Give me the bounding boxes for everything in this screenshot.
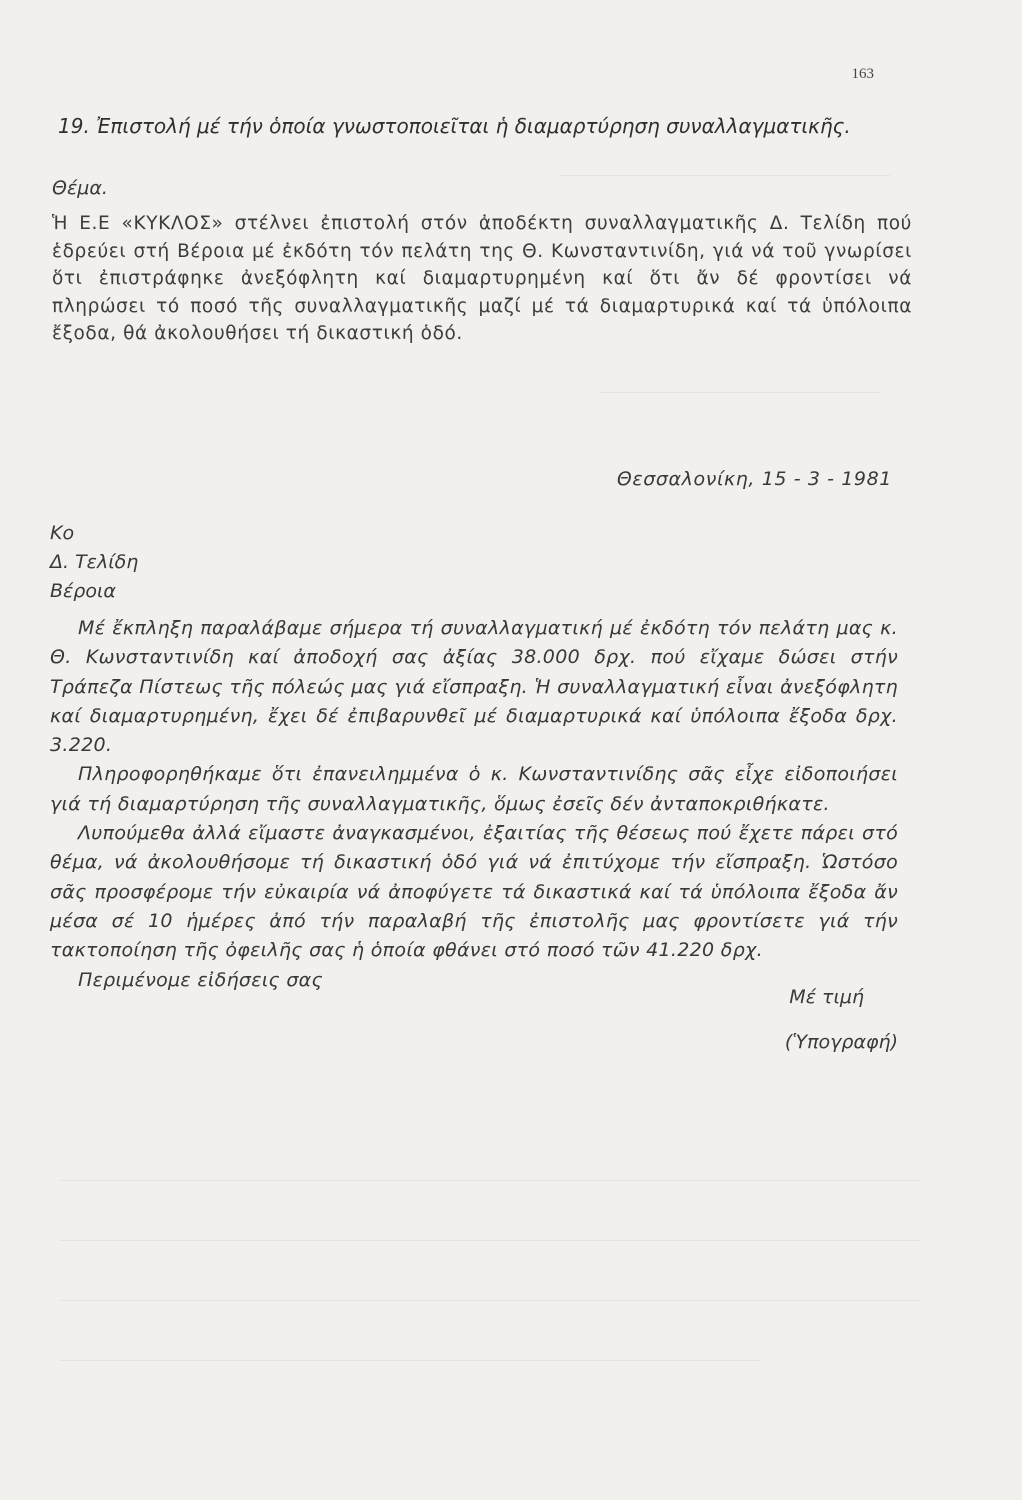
salutation: Κο bbox=[50, 522, 75, 544]
recipient-city: Βέροια bbox=[50, 580, 116, 602]
letter-body bbox=[50, 614, 898, 995]
page-number: 163 bbox=[851, 66, 874, 82]
show-through-line bbox=[60, 1300, 920, 1301]
subject-text: Ἡ Ε.Ε «ΚΥΚΛΟΣ» στέλνει ἐπιστολή στόν ἀποδέκτη συναλλαγματικῆς Δ. Τελίδη πού ἑδρεύει στή Βέροια μέ ἐκδότη τόν πελάτη της Θ. Κωνσταντινίδη, γιά νά τοῦ γνωρίσει ὅτι ἐπιστράφηκε ἀνεξόφλητη καί διαμαρτυρημένη καί ὅτι ἄν δέ φροντίσει νά πληρώσει τό ποσό τῆς συναλλαγματικῆς μαζί μέ τά διαμαρτυρικά καί τά ὑπόλοιπα ἔξοδα, θά ἀκολουθήσει τή δικαστική ὁδό. bbox=[52, 213, 912, 344]
letter-paragraph: Λυπούμεθα ἀλλά εἴμαστε ἀναγκασμένοι, ἐξαιτίας τῆς θέσεως πού ἔχετε πάρει στό θέμα, νά ἀκολουθήσομε τή δικαστική ὁδό γιά νά ἐπιτύχομε τήν εἴσπραξη. Ὡστόσο σᾶς προσφέρομε τήν εὐκαιρία νά ἀποφύγετε τά δικαστικά καί τά ὑπόλοιπα ἔξοδα ἄν μέσα σέ 10 ἡμέρες ἀπό τήν παραλαβή τῆς ἐπιστολῆς μας φροντίσετε γιά τήν τακτοποίηση τῆς ὀφειλῆς σας ἡ ὁποία φθάνει στό ποσό τῶν 41.220 δρχ. bbox=[50, 822, 898, 962]
show-through-line bbox=[60, 1360, 760, 1361]
closing: Μέ τιμή bbox=[789, 986, 864, 1008]
letter-paragraph: Περιμένομε εἰδήσεις σας bbox=[78, 968, 323, 991]
letter-paragraph: Πληροφορηθήκαμε ὅτι ἐπανειλημμένα ὁ κ. Κωνσταντινίδης σᾶς εἶχε εἰδοποιήσει γιά τή διαμαρτύρηση τῆς συναλλαγματικῆς, ὅμως ἐσεῖς δέν ἀνταποκριθήκατε. bbox=[50, 763, 898, 815]
show-through-line bbox=[600, 392, 880, 393]
section-heading: 19. Ἐπιστολή μέ τήν ὁποία γνωστοποιεῖται ἡ διαμαρτύρηση συναλλαγματικῆς. bbox=[58, 114, 851, 138]
letter-paragraph: Μέ ἔκπληξη παραλάβαμε σήμερα τή συναλλαγματική μέ ἐκδότη τόν πελάτη μας κ. Θ. Κωνσταντινίδη καί ἀποδοχή σας ἀξίας 38.000 δρχ. πού εἴχαμε δώσει στήν Τράπεζα Πίστεως τῆς πόλεώς μας γιά εἴσπραξη. Ἡ συναλλαγματική εἶναι ἀνεξόφλητη καί διαμαρτυρημένη, ἔχει δέ ἐπιβαρυνθεῖ μέ διαμαρτυρικά καί ὑπόλοιπα ἔξοδα δρχ. 3.220. bbox=[50, 617, 898, 757]
show-through-line bbox=[560, 175, 890, 176]
show-through-line bbox=[60, 1180, 920, 1181]
signature: (Ὑπογραφή) bbox=[784, 1031, 898, 1053]
letter-date: Θεσσαλονίκη, 15 - 3 - 1981 bbox=[616, 468, 892, 490]
show-through-line bbox=[60, 1240, 920, 1241]
recipient-name: Δ. Τελίδη bbox=[50, 551, 139, 573]
subject-label: Θέμα. bbox=[52, 177, 108, 199]
recipient-address bbox=[50, 519, 138, 606]
